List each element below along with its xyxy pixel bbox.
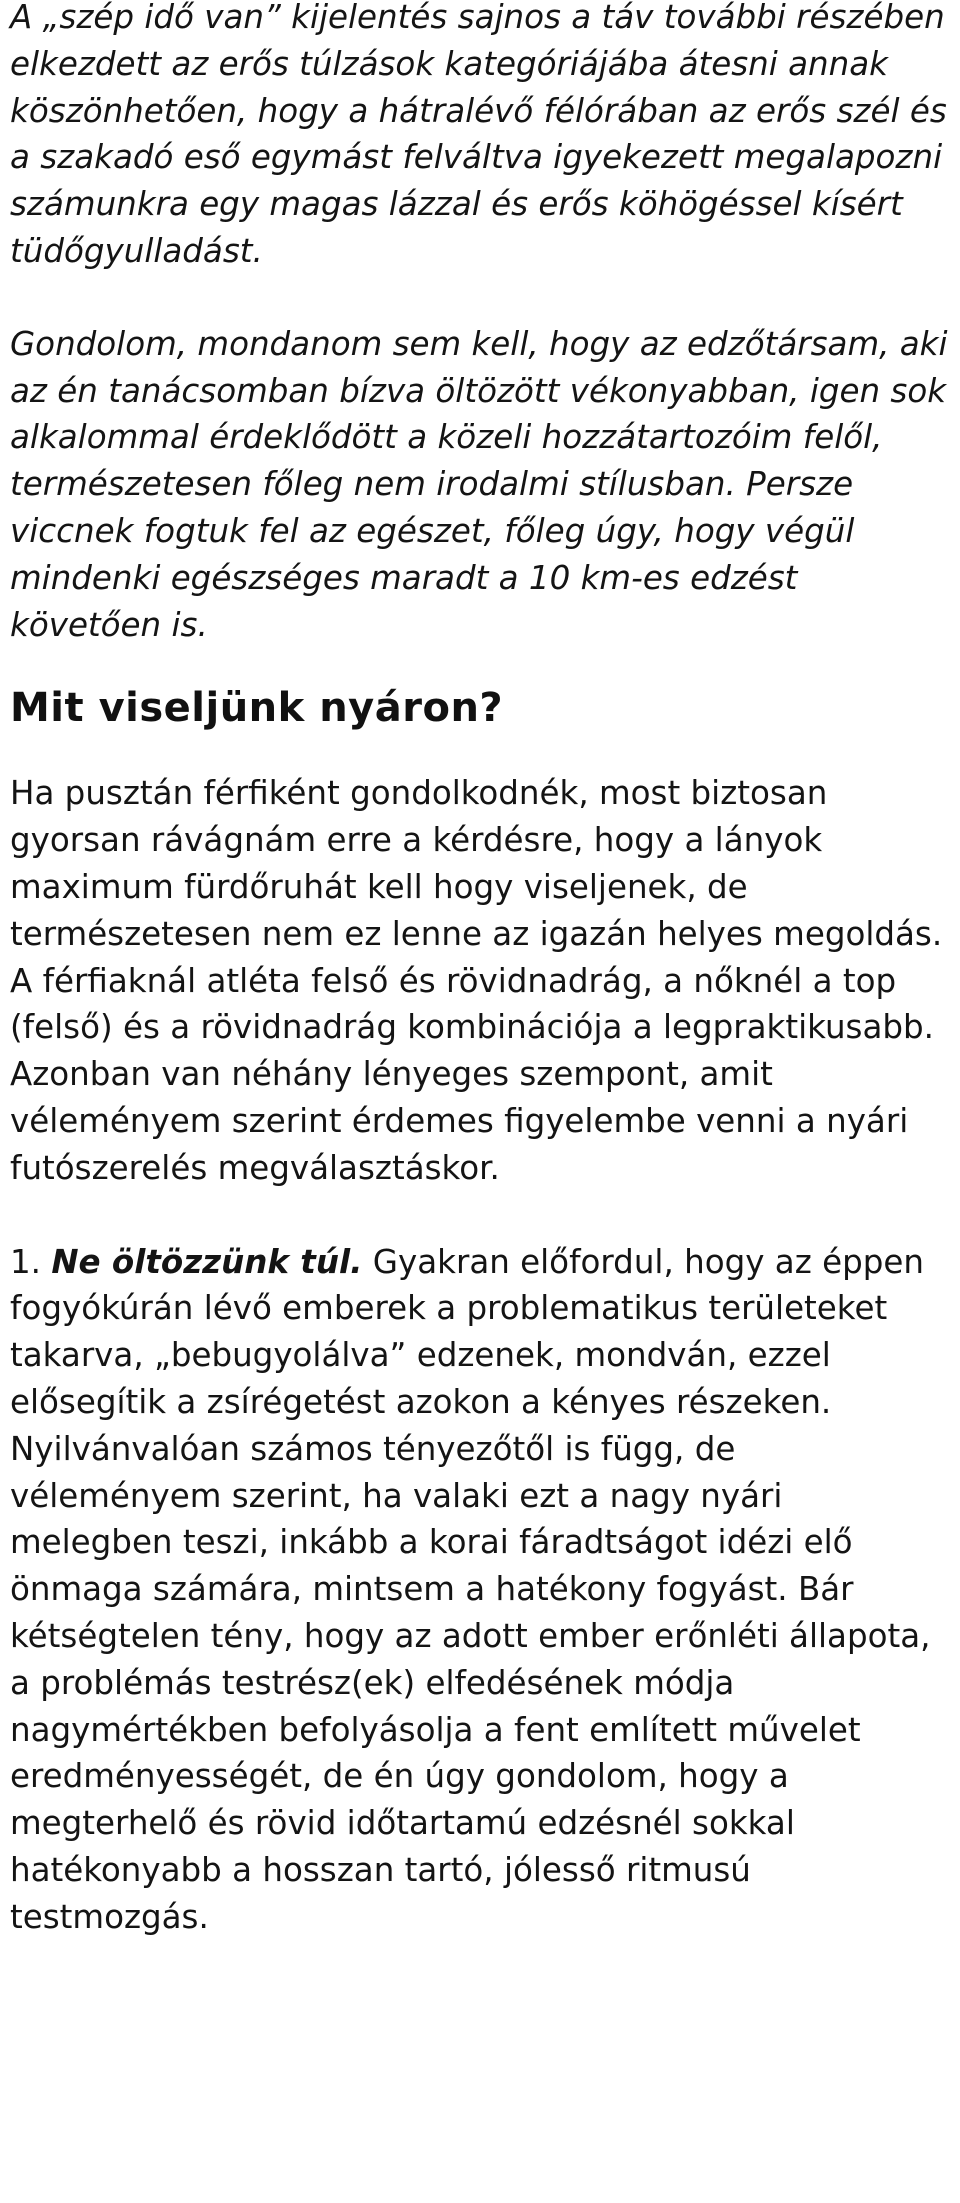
body-paragraph-3: Azonban van néhány lényeges szempont, amit véleményem szerint érdemes figyelembe venni a nyári futószerelés megválasztáskor. (10, 1055, 909, 1187)
intro-paragraph-2: Gondolom, mondanom sem kell, hogy az edzőtársam, aki az én tanácsomban bízva öltözött vékonyabban, igen sok alkalommal érdeklődött a közeli hozzátartozóim felől, természetesen főleg nem irodalmi stílusban. Persze viccnek fogtuk fel az egészet, főleg úgy, hogy végül mindenki egészséges maradt a 10 km-es edzést követően is. (10, 324, 948, 644)
list-item-title: Ne öltözzünk túl (51, 1242, 351, 1281)
body-section (10, 770, 950, 1940)
body-paragraph-2: A férfiaknál atléta felső és rövidnadrág, a nőknél a top (felső) és a rövidnadrág kombinációja a legpraktikusabb. (10, 961, 934, 1047)
body-paragraph-1: Ha pusztán férfiként gondolkodnék, most biztosan gyorsan rávágnám erre a kérdésre, hogy a lányok maximum fürdőruhát kell hogy viseljenek, de természetesen nem ez lenne az igazán helyes megoldás. (10, 774, 943, 953)
intro-italic-section (10, 0, 950, 648)
list-item-title-suffix: . (350, 1242, 363, 1281)
intro-paragraph-1: A „szép idő van” kijelentés sajnos a táv további részében elkezdett az erős túlzások kategóriájába átesni annak köszönhetően, hogy a hátralévő félórában az erős szél és a szakadó eső egymást felváltva igyekezett megalapozni számunkra egy magas lázzal és erős köhögéssel kísért tüdőgyulladást. (10, 0, 947, 270)
list-item-1 (10, 1239, 950, 1941)
section-heading: Mit viseljünk nyáron? (10, 685, 504, 732)
list-item-text: Gyakran előfordul, hogy az éppen fogyókúrán lévő emberek a problematikus területeket takarva, „bebugyolálva” edzenek, mondván, ezzel elősegítik a zsírégetést azokon a kényes részeken. Nyilvánvalóan számos tényezőtől is függ, de véleményem szerint, ha valaki ezt a nagy nyári melegben teszi, inkább a korai fáradtságot idézi elő önmaga számára, mintsem a hatékony fogyást. Bár kétségtelen tény, hogy az adott ember erőnléti állapota, a problémás testrész(ek) elfedésének módja nagymértékben befolyásolja a fent említett művelet eredményességét, de én úgy gondolom, hogy a megterhelő és rövid időtartamú edzésnél sokkal hatékonyabb a hosszan tartó, jólesső ritmusú testmozgás. (10, 1242, 931, 1936)
list-item-number: 1. (10, 1242, 42, 1281)
